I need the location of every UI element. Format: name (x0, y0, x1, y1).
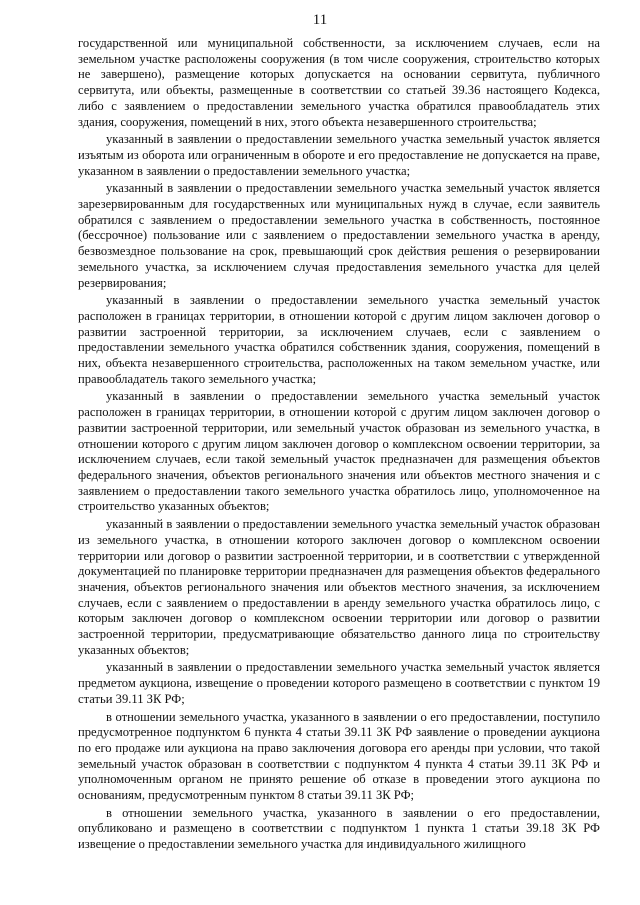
paragraph: указанный в заявлении о предоставлении земельного участка земельный участок образован из земельного участка, в отношении которого заключен договор о комплексном освоении территории или договор о развитии застроенной территории, и в соответствии с утвержденной документацией по планировке территории предназначен для размещения объектов федерального значения, объектов регионального значения или объектов местного значения, за исключением случаев, если с заявлением о предоставлении в аренду земельного участка обратилось лицо, с которым заключен договор о комплексном освоении территории или договор о развитии застроенной территории, предусматривающие обязательство данного лица по строительству указанных объектов; (78, 517, 600, 657)
paragraph: указанный в заявлении о предоставлении земельного участка земельный участок является предметом аукциона, извещение о проведении которого размещено в соответствии с пунктом 19 статьи 39.11 ЗК РФ; (78, 660, 600, 706)
paragraph: в отношении земельного участка, указанного в заявлении о его предоставлении, опубликовано и размещено в соответствии с подпунктом 1 пункта 1 статьи 39.18 ЗК РФ извещение о предоставлении земельного участка для индивидуального жилищного (78, 805, 600, 852)
paragraph: государственной или муниципальной собственности, за исключением случаев, если на земельном участке расположены сооружения (в том числе сооружения, строительство которых не завершено), размещение которых допускается на основании сервитута, публичного сервитута, или объекты, размещенные в соответствии со статьей 39.36 настоящего Кодекса, либо с заявлением о предоставлении земельного участка обратился правообладатель этих здания, сооружения, помещений в них, этого объекта незавершенного строительства; (78, 36, 600, 129)
paragraph: указанный в заявлении о предоставлении земельного участка земельный участок расположен в границах территории, в отношении которой с другим лицом заключен договор о развитии застроенной территории, или земельный участок образован из земельного участка, в отношении которого с другим лицом заключен договор о комплексном освоении территории, за исключением случаев, если такой земельный участок предназначен для размещения объектов федерального значения, объектов регионального значения или объектов местного значения и с заявлением о предоставлении такого земельного участка обратилось лицо, уполномоченное на строительство указанных объектов; (78, 389, 600, 514)
page-number: 11 (312, 12, 328, 28)
paragraph: указанный в заявлении о предоставлении земельного участка земельный участок расположен в границах территории, в отношении которой с другим лицом заключен договор о развитии застроенной территории, за исключением случаев, если с заявлением о предоставлении земельного участка обратился собственник здания, сооружения, помещений в них, объекта незавершенного строительства, расположенных на таком земельном участке, или правообладатель такого земельного участка; (78, 293, 600, 386)
paragraph: указанный в заявлении о предоставлении земельного участка земельный участок является зарезервированным для государственных или муниципальных нужд в случае, если заявитель обратился с заявлением о предоставлении земельного участка в собственность, постоянное (бессрочное) пользование или с заявлением о предоставлении земельного участка в аренду, безвозмездное пользование на срок, превышающий срок действия решения о резервировании земельного участка, за исключением случая предоставления земельного участка для целей резервирования; (78, 181, 600, 290)
paragraph: в отношении земельного участка, указанного в заявлении о его предоставлении, поступило предусмотренное подпунктом 6 пункта 4 статьи 39.11 ЗК РФ заявление о проведении аукциона по его продаже или аукциона на право заключения договора его аренды при условии, что такой земельный участок образован в соответствии с подпунктом 4 пункта 4 статьи 39.11 ЗК РФ и уполномоченным органом не принято решение об отказе в проведении этого аукциона по основаниям, предусмотренным пунктом 8 статьи 39.11 ЗК РФ; (78, 709, 600, 803)
paragraph: указанный в заявлении о предоставлении земельного участка земельный участок является изъятым из оборота или ограниченным в обороте и его предоставление не допускается на праве, указанном в заявлении о предоставлении земельного участка; (78, 132, 600, 178)
document-body (78, 36, 600, 855)
